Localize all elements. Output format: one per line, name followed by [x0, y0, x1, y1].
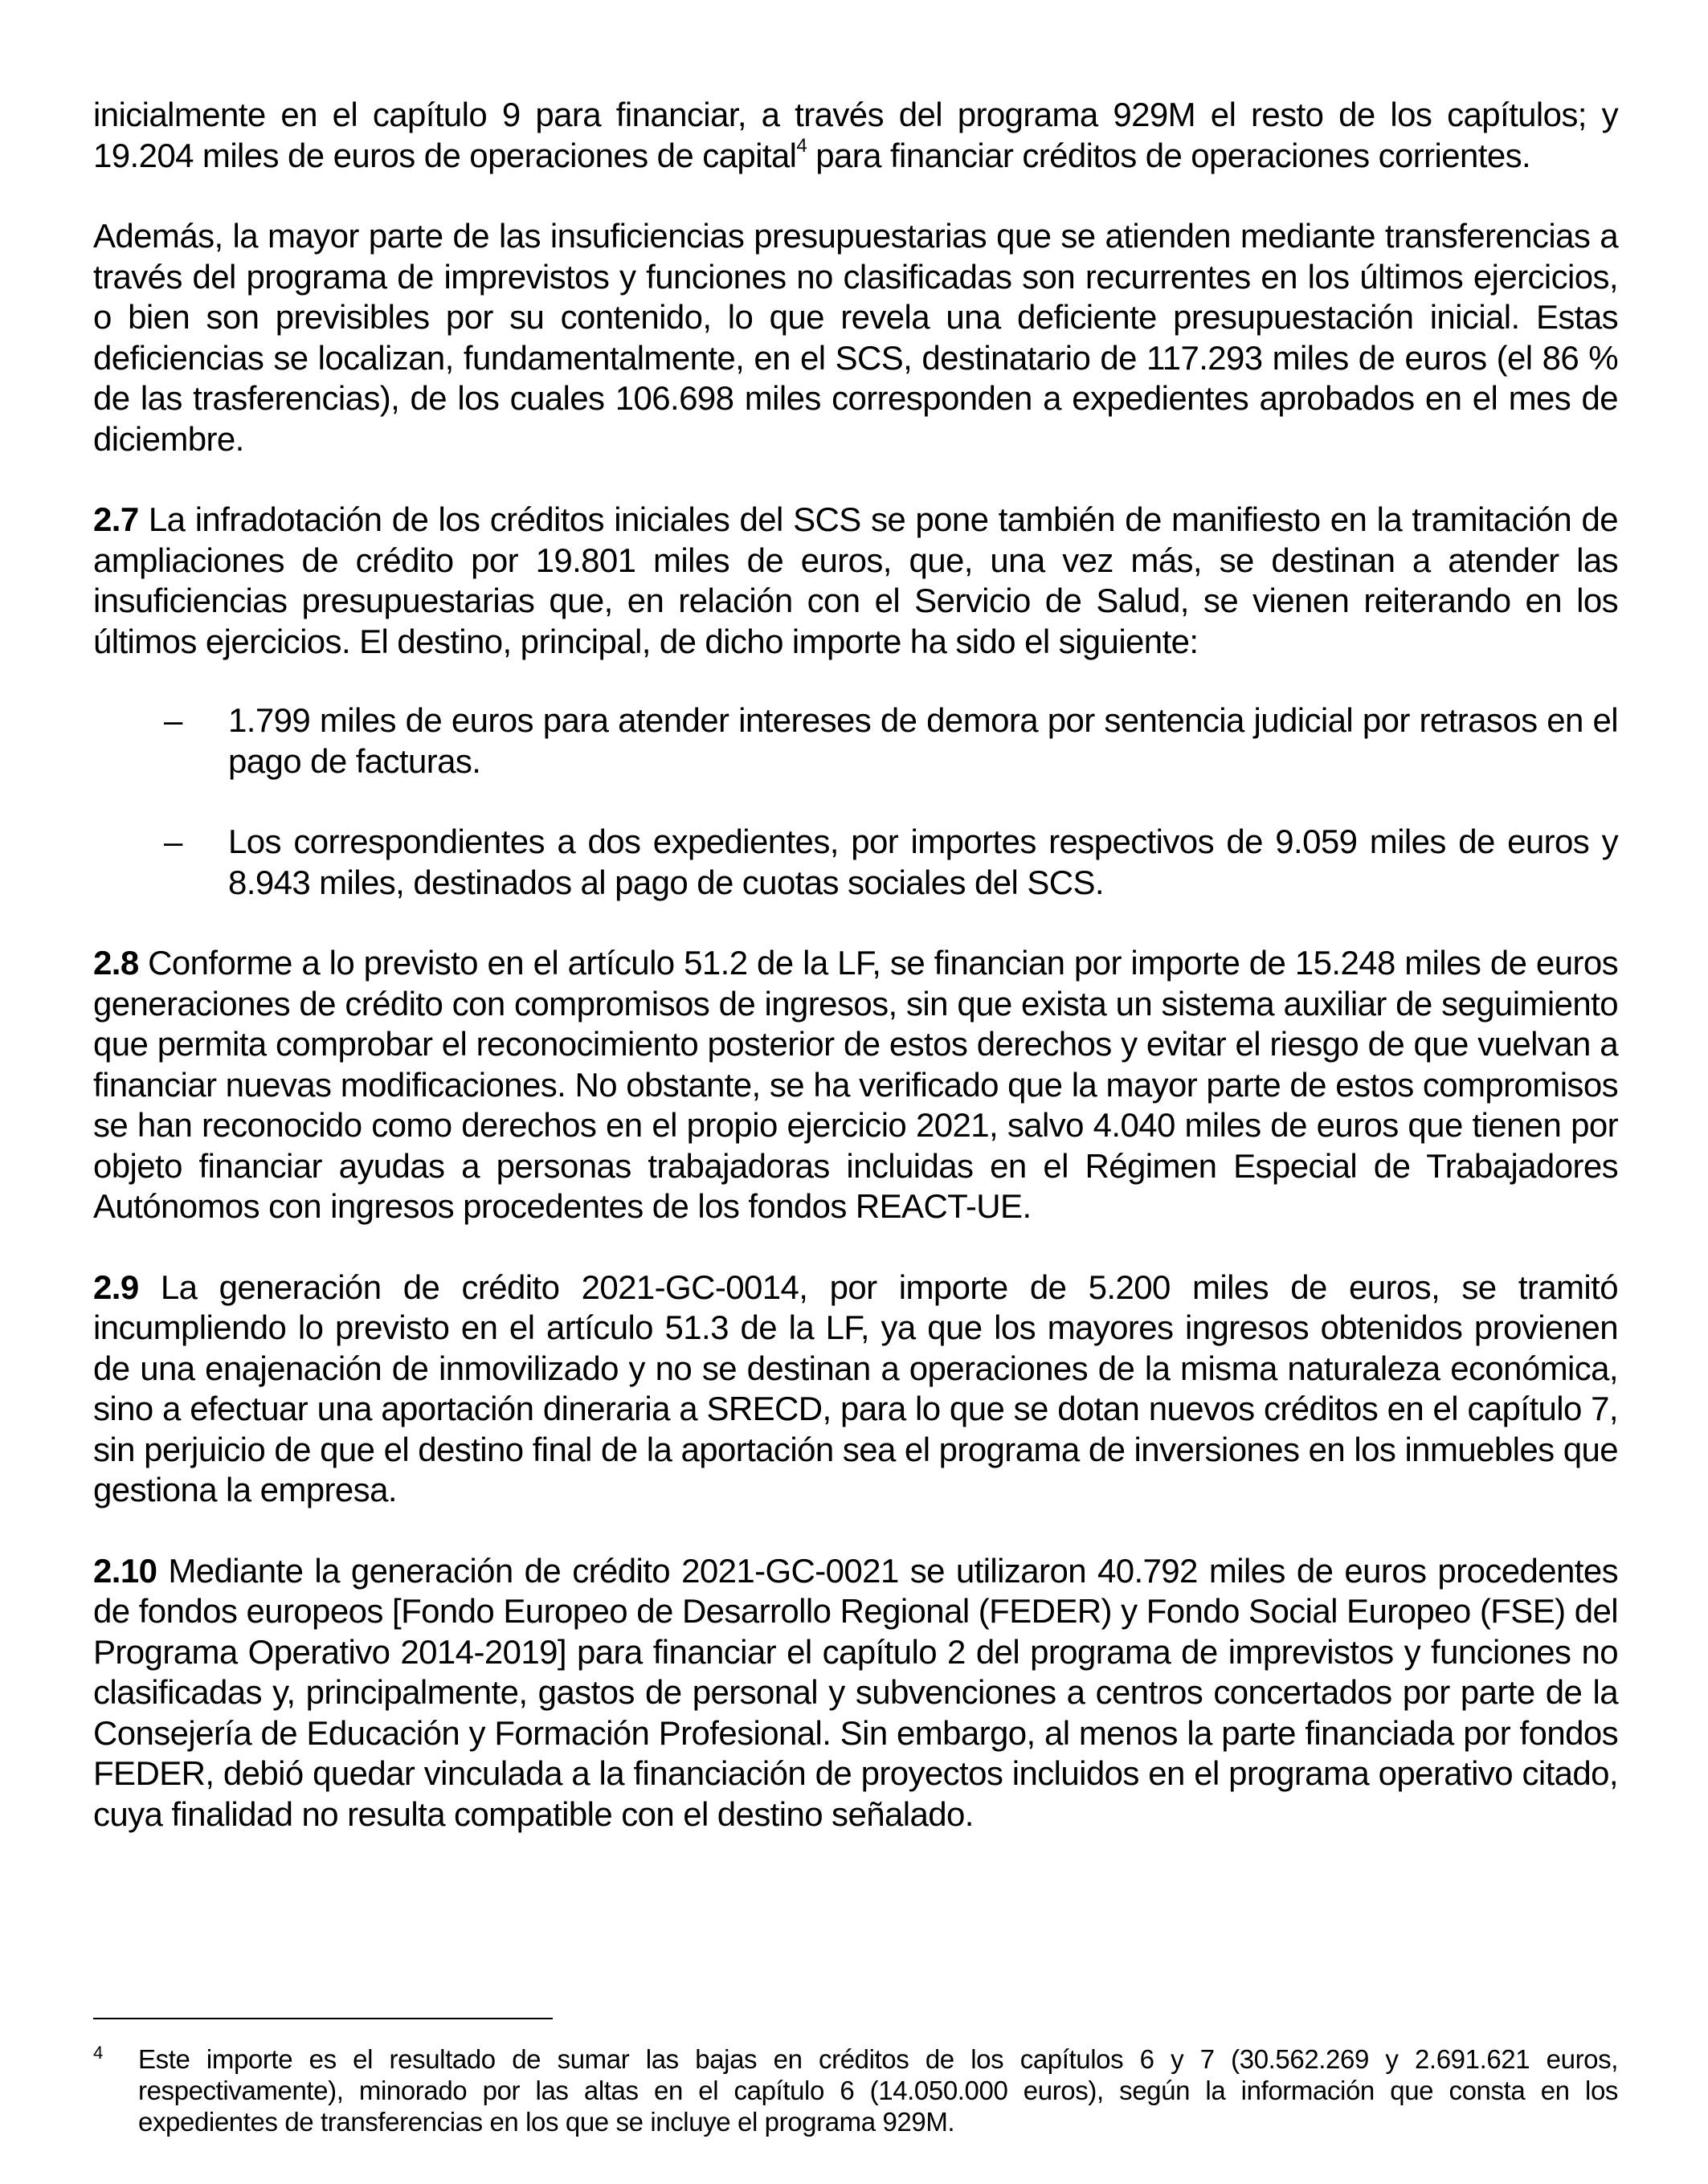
footnote-reference-4[interactable]: 4 — [796, 134, 807, 157]
list-item — [93, 700, 1618, 782]
footnote-mark: 4 — [93, 2043, 103, 2063]
list-item-text: Los correspondientes a dos expedientes, por importes respectivos de 9.059 miles de euros y 8.943 miles, destinados al pago de cuotas sociales del SCS. — [228, 823, 1618, 901]
paragraph-2-9-text: La generación de crédito 2021-GC-0014, por importe de 5.200 miles de euros, se tramitó incumpliendo lo previsto en el artículo 51.3 de la LF, ya que los mayores ingresos obtenidos provienen de una enajenación de inmovilizado y no se destinan a operaciones de la misma naturaleza económica, sino a efectuar una aportación dineraria a SRECD, para lo que se dotan nuevos créditos en el capítulo 7, sin perjuicio de que el destino final de la aportación sea el programa de inversiones en los inmuebles que gestiona la empresa. — [93, 1268, 1618, 1508]
footnote-separator-rule — [93, 2018, 553, 2019]
paragraph-ademas: Además, la mayor parte de las insuficiencias presupuestarias que se atienden mediante transferencias a través del programa de imprevistos y funciones no clasificadas son recurrentes en los últimos ejercicios, o bien son previsibles por su contenido, lo que revela una deficiente presupuestación inicial. Estas deficiencias se localizan, fundamentalmente, en el SCS, destinatario de 117.293 miles de euros (el 86 % de las trasferencias), de los cuales 106.698 miles corresponden a expedientes aprobados en el mes de diciembre. — [93, 217, 1618, 458]
paragraph-2-9 — [93, 1268, 1618, 1511]
paragraph-2-7 — [93, 500, 1618, 662]
section-number-2-9: 2.9 — [93, 1268, 139, 1306]
footnote-4 — [93, 2043, 1618, 2137]
paragraph-2-10 — [93, 1551, 1618, 1835]
document-page-body — [93, 95, 1618, 1875]
list-item — [93, 822, 1618, 903]
section-number-2-8: 2.8 — [93, 944, 139, 982]
paragraph-intro-text: inicialmente en el capítulo 9 para financiar, a través del programa 929M el resto de los capítulos; y 19.204 miles de euros de operaciones de capital — [93, 96, 1618, 174]
dash-bullet-icon: – — [164, 823, 182, 860]
paragraph-2-8-text: Conforme a lo previsto en el artículo 51.2 de la LF, se financian por importe de 15.248 miles de euros generaciones de crédito con compromisos de ingresos, sin que exista un sistema auxiliar de seguimiento que permita comprobar el reconocimiento posterior de estos derechos y evitar el riesgo de que vuelvan a financiar nuevas modificaciones. No obstante, se ha verificado que la mayor parte de estos compromisos se han reconocido como derechos en el propio ejercicio 2021, salvo 4.040 miles de euros que tienen por objeto financiar ayudas a personas trabajadoras incluidas en el Régimen Especial de Trabajadores Autónomos con ingresos procedentes de los fondos REACT-UE. — [93, 944, 1618, 1225]
footnote-text: Este importe es el resultado de sumar las bajas en créditos de los capítulos 6 y 7 (30.562.269 y 2.691.621 euros, respectivamente), minorado por las altas en el capítulo 6 (14.050.000 euros), según la información que consta en los expedientes de transferencias en los que se incluye el programa 929M. — [138, 2044, 1618, 2137]
paragraph-intro — [93, 95, 1618, 176]
section-number-2-7: 2.7 — [93, 500, 139, 538]
bullet-list-2-7 — [93, 700, 1618, 903]
dash-bullet-icon: – — [164, 701, 182, 739]
section-number-2-10: 2.10 — [93, 1551, 157, 1590]
paragraph-intro-text-cont: para financiar créditos de operaciones corrientes. — [807, 136, 1531, 174]
footnotes-section — [93, 2018, 1618, 2137]
paragraph-2-10-text: Mediante la generación de crédito 2021-GC-0021 se utilizaron 40.792 miles de euros procedentes de fondos europeos [Fondo Europeo de Desarrollo Regional (FEDER) y Fondo Social Europeo (FSE) del Programa Operativo 2014-2019] para financiar el capítulo 2 del programa de imprevistos y funciones no clasificadas y, principalmente, gastos de personal y subvenciones a centros concertados por parte de la Consejería de Educación y Formación Profesional. Sin embargo, al menos la parte financiada por fondos FEDER, debió quedar vinculada a la financiación de proyectos incluidos en el programa operativo citado, cuya finalidad no resulta compatible con el destino señalado. — [93, 1551, 1618, 1833]
paragraph-2-8 — [93, 943, 1618, 1227]
list-item-text: 1.799 miles de euros para atender intereses de demora por sentencia judicial por retrasos en el pago de facturas. — [228, 701, 1618, 780]
paragraph-2-7-text: La infradotación de los créditos iniciales del SCS se pone también de manifiesto en la tramitación de ampliaciones de crédito por 19.801 miles de euros, que, una vez más, se destinan a atender las insuficiencias presupuestarias que, en relación con el Servicio de Salud, se vienen reiterando en los últimos ejercicios. El destino, principal, de dicho importe ha sido el siguiente: — [93, 500, 1618, 660]
